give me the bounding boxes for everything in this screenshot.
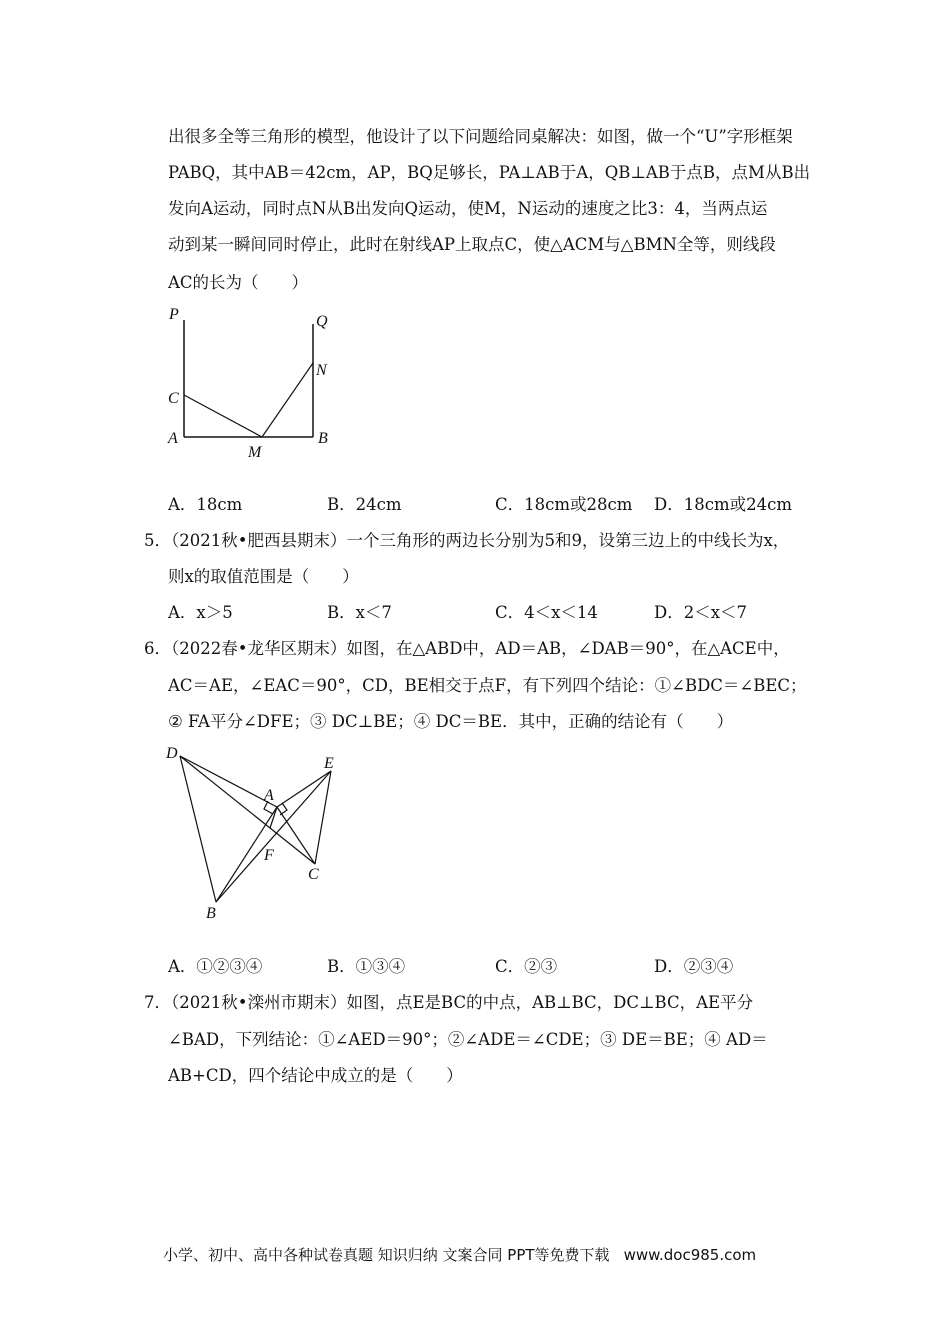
footer-url[interactable]: www.doc985.com	[623, 1246, 757, 1264]
q6-option-d[interactable]: D．②③④	[654, 957, 734, 976]
q7-line-1: 7．（2021秋•滦州市期末）如图，点E是BC的中点，AB⊥BC，DC⊥BC，AE平分	[144, 993, 754, 1012]
label-c: C	[308, 866, 319, 883]
q6-line-3: ② FA平分∠DFE；③ DC⊥BE；④ DC＝BE．其中，正确的结论有（ ）	[168, 712, 734, 731]
q6-line-1: 6．（2022春•龙华区期末）如图，在△ABD中，AD＝AB，∠DAB＝90°，在△ACE中，	[144, 639, 790, 658]
label-a: A	[168, 430, 178, 447]
q4-line-5: AC的长为（ ）	[168, 273, 309, 292]
q4-line-4: 动到某一瞬间同时停止，此时在射线AP上取点C，使△ACM与△BMN全等，则线段	[168, 235, 776, 254]
q6-line-2: AC＝AE，∠EAC＝90°，CD，BE相交于点F，有下列四个结论：①∠BDC＝∠BEC；	[168, 676, 807, 695]
segment-af	[270, 807, 277, 828]
label-a: A	[264, 787, 274, 804]
q6-option-c[interactable]: C．②③	[495, 957, 558, 976]
q5-option-b[interactable]: B．x＜7	[327, 603, 392, 622]
q6-option-a[interactable]: A．①②③④	[168, 957, 263, 976]
q6-option-b[interactable]: B．①③④	[327, 957, 406, 976]
q7-line-3: AB+CD，四个结论中成立的是（ ）	[168, 1066, 463, 1085]
label-c: C	[168, 390, 179, 407]
segment-da	[180, 756, 277, 807]
label-b: B	[318, 430, 328, 447]
q7-line-2: ∠BAD，下列结论：①∠AED＝90°；②∠ADE＝∠CDE；③ DE＝BE；④ AD＝	[168, 1030, 768, 1049]
q5-line-1: 5．（2021秋•肥西县期末）一个三角形的两边长分别为5和9，设第三边上的中线长为x，	[144, 531, 790, 550]
footer-text: 小学、初中、高中各种试卷真题 知识归纳 文案合同 PPT等免费下载	[163, 1246, 610, 1264]
q4-option-d[interactable]: D．18cm或24cm	[654, 495, 792, 514]
q6-triangles-figure	[158, 738, 348, 928]
label-d: D	[166, 745, 178, 762]
label-e: E	[324, 755, 334, 772]
segment-mn	[262, 363, 313, 437]
label-m: M	[248, 444, 262, 461]
label-q: Q	[316, 313, 328, 330]
q5-option-d[interactable]: D．2＜x＜7	[654, 603, 748, 622]
q4-u-frame-figure	[160, 300, 340, 465]
segment-ac	[277, 807, 315, 864]
q4-line-1: 出很多全等三角形的模型，他设计了以下问题给同桌解决：如图，做一个“U”字形框架	[168, 127, 793, 146]
segment-dc	[180, 756, 315, 864]
q5-line-2: 则x的取值范围是（ ）	[168, 567, 359, 586]
label-b: B	[206, 905, 216, 922]
q4-line-2: PABQ，其中AB＝42cm，AP，BQ足够长，PA⊥AB于A，QB⊥AB于点B，点M从B出	[168, 163, 811, 182]
label-p: P	[169, 306, 179, 323]
q4-option-b[interactable]: B．24cm	[327, 495, 402, 514]
q4-option-a[interactable]: A．18cm	[168, 495, 243, 514]
q4-option-c[interactable]: C．18cm或28cm	[495, 495, 633, 514]
label-n: N	[316, 362, 327, 379]
page-footer	[163, 1244, 756, 1265]
q5-option-c[interactable]: C．4＜x＜14	[495, 603, 598, 622]
q4-line-3: 发向A运动，同时点N从B出发向Q运动，使M，N运动的速度之比3：4，当两点运	[168, 199, 768, 218]
segment-cm	[184, 395, 262, 437]
segment-db	[180, 756, 216, 902]
q5-option-a[interactable]: A．x＞5	[168, 603, 233, 622]
segment-ec	[315, 771, 331, 864]
label-f: F	[264, 847, 274, 864]
